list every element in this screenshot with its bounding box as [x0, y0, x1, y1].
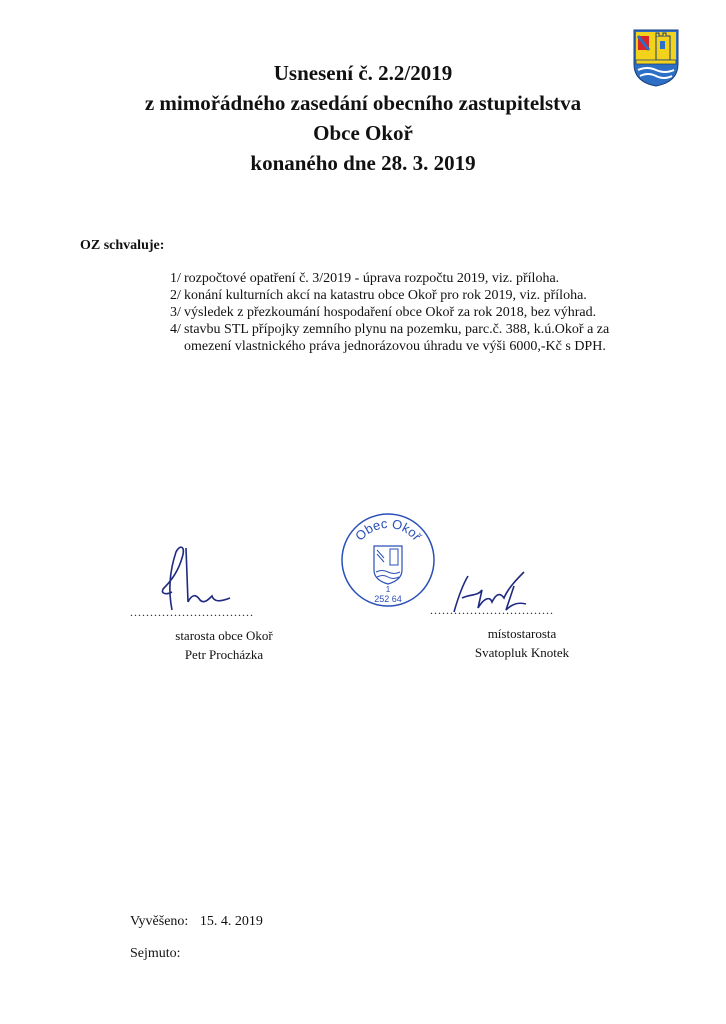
mayor-signature [150, 540, 240, 615]
signature-line-left: ............................... [130, 605, 254, 619]
posted-date: 15. 4. 2019 [199, 914, 263, 929]
stamp-postcode: 252 64 [374, 594, 402, 604]
posted-label: Vyvěšeno: [130, 914, 189, 929]
item-text: výsledek z přezkoumání hospodaření obce Okoř za rok 2018, bez výhrad. [184, 305, 597, 320]
mayor-role: starosta obce Okoř [175, 628, 273, 643]
item-text: rozpočtové opatření č. 3/2019 - úprava rozpočtu 2019, viz. příloha. [184, 271, 560, 286]
removed-row [130, 946, 181, 962]
item-text: stavbu STL přípojky zemního plynu na pozemku, parc.č. 388, k.ú.Okoř a za omezení vlastnického práva jednorázovou úhradu ve výši 6000,-Kč s DPH. [184, 322, 610, 354]
title-line-2: z mimořádného zasedání obecního zastupitelstva [144, 91, 582, 115]
mayor-name: Petr Procházka [184, 647, 264, 662]
title-line-4: konaného dne 28. 3. 2019 [250, 151, 476, 175]
stamp-name: Obec Okoř [352, 515, 425, 544]
list-item [170, 321, 630, 355]
document-title [0, 58, 726, 178]
resolution-heading: OZ schvaluje: [80, 238, 165, 253]
item-text: konání kulturních akcí na katastru obce Okoř pro rok 2019, viz. příloha. [184, 288, 587, 303]
stamp-crest-icon [374, 546, 402, 584]
list-item [170, 287, 630, 304]
deputy-name: Svatopluk Knotek [474, 645, 570, 660]
title-line-3: Obce Okoř [313, 121, 413, 145]
deputy-role: místostarosta [487, 626, 557, 641]
list-item [170, 304, 630, 321]
svg-text:Obec Okoř [352, 516, 425, 544]
list-item [170, 270, 630, 287]
item-number: 3/ [170, 305, 181, 320]
posted-row [130, 914, 263, 930]
item-number: 2/ [170, 288, 181, 303]
removed-label: Sejmuto: [130, 946, 181, 961]
signature-line-right: ............................... [430, 603, 554, 617]
deputy-signature-block [422, 624, 622, 662]
resolution-list [170, 270, 630, 355]
item-number: 1/ [170, 271, 181, 286]
title-line-1: Usnesení č. 2.2/2019 [273, 61, 453, 85]
item-number: 4/ [170, 322, 181, 337]
official-stamp [340, 512, 436, 608]
mayor-signature-block [124, 626, 324, 664]
stamp-number: 1 [385, 585, 391, 594]
